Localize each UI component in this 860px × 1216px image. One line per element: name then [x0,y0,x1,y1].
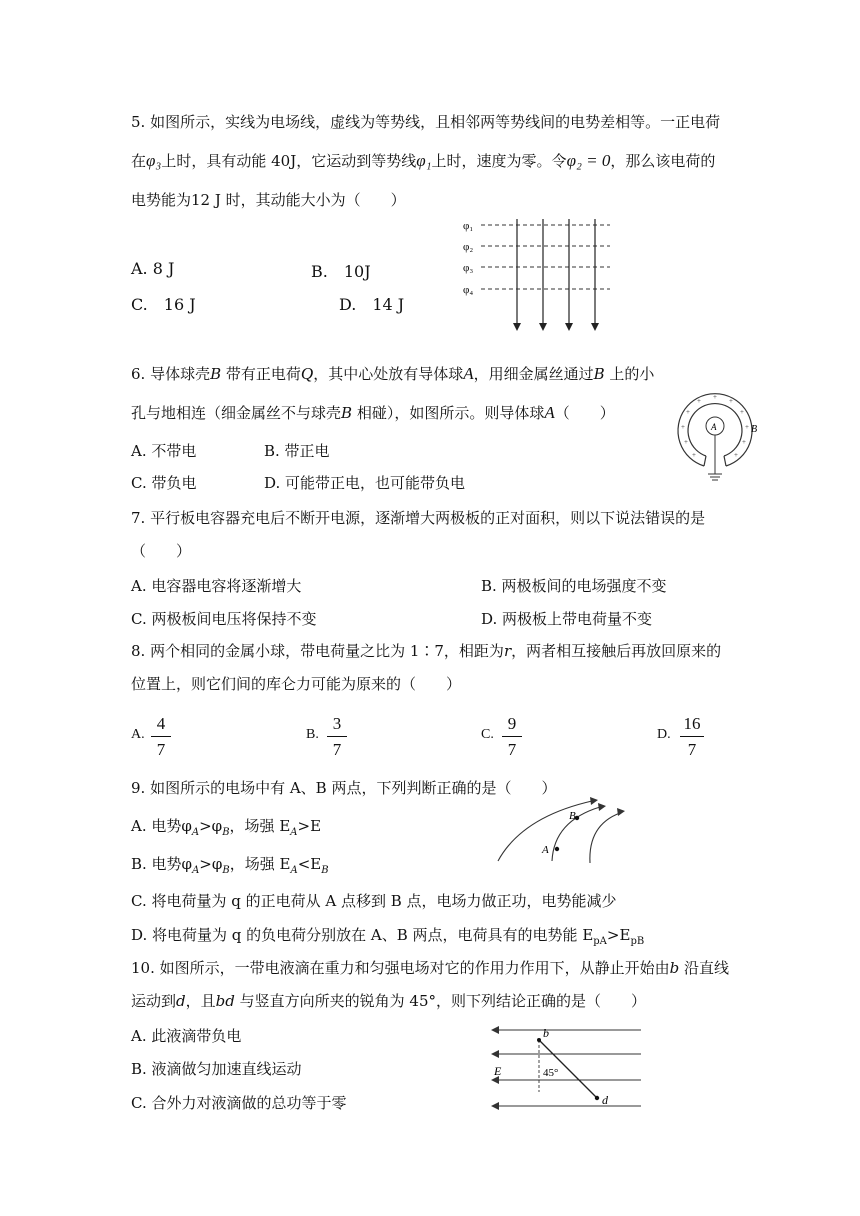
q6-stem-line1: 6. 导体球壳B 带有正电荷Q，其中心处放有导体球A，用细金属丝通过B 上的小 [131,364,655,383]
q6-option-c: C. 带负电 [131,474,197,492]
q10-stem-line2: 运动到d，且bd 与竖直方向所夹的锐角为 45°，则下列结论正确的是（ ） [131,992,646,1010]
q8-option-c-label: C. [481,727,494,742]
svg-text:+: + [686,408,690,416]
denominator: 7 [332,740,342,759]
q9-stem: 9. 如图所示的电场中有 A、B 两点，下列判断正确的是（ ） [131,779,557,797]
q8-option-c-fraction [502,714,522,760]
q9-option-c: C. 将电荷量为 q 的正电荷从 A 点移到 B 点，电场力做正功，电势能减少 [131,892,617,910]
q6-shell-diagram [666,382,766,482]
q7-stem-line2: （ ） [131,542,192,560]
phi2-label: φ₂ [463,241,474,253]
denominator: 7 [507,740,517,759]
q7-option-a: A. 电容器电容将逐渐增大 [131,577,302,595]
svg-text:+: + [734,451,738,459]
q8-option-b-label: B. [306,727,319,742]
phi3-label: φ₃ [463,262,474,274]
q9-option-d: D. 将电荷量为 q 的负电荷分别放在 A、B 两点，电荷具有的电势能 $E_{pA}>E_{pB}$ [131,926,645,947]
q10-option-c: C. 合外力对液滴做的总功等于零 [131,1094,347,1112]
svg-text:+: + [681,423,685,431]
numerator: 9 [507,714,517,733]
q5-option-b: B. 10J [311,262,371,281]
sphere-a-label: A [711,422,717,432]
angle-label: 45° [543,1067,559,1079]
q5-option-c: C. 16 J [131,295,196,314]
q6-option-a: A. 不带电 [131,442,197,460]
q8-option-b-fraction [327,714,347,760]
svg-text:+: + [742,438,746,446]
q10-option-a: A. 此液滴带负电 [131,1027,242,1045]
q5-stem-line3: 电势能为12 J 时，其动能大小为（ ） [131,191,406,209]
q10-option-b: B. 液滴做匀加速直线运动 [131,1060,302,1078]
numerator: 16 [683,714,701,733]
svg-text:+: + [692,451,696,459]
q8-option-a-label: A. [131,727,145,742]
q10-stem-line1: 10. 如图所示，一带电液滴在重力和匀强电场对它的作用力作用下，从静止开始由b 沿直线 [131,959,730,977]
q7-stem-line1: 7. 平行板电容器充电后不断开电源，逐渐增大两极板的正对面积，则以下说法错误的是 [131,509,706,527]
q5-stem-line1: 5. 如图所示，实线为电场线，虚线为等势线，且相邻两等势线间的电势差相等。一正电荷 [131,113,721,131]
svg-text:+: + [745,423,749,431]
q7-option-d: D. 两极板上带电荷量不变 [481,610,653,628]
svg-text:+: + [697,397,701,405]
numerator: 3 [332,714,342,733]
q7-option-c: C. 两极板间电压将保持不变 [131,610,317,628]
q8-option-a-fraction [151,714,171,760]
numerator: 4 [156,714,166,733]
denominator: 7 [687,740,697,759]
svg-text:+: + [684,438,688,446]
q10-field-diagram [485,1020,647,1116]
q6-stem-line2: 孔与地相连（细金属丝不与球壳B 相碰），如图所示。则导体球A（ ） [131,403,615,422]
point-b-label: B [569,810,576,822]
q5-stem-line2: 在φ₃上时，具有动能 40J，它运动到等势线φ₁上时，速度为零。令φ₂ = 0，那么该电荷的 [131,151,716,170]
q7-option-b: B. 两极板间的电场强度不变 [481,577,667,595]
q5-option-d: D. 14 J [339,295,405,314]
q9-option-a: A. 电势$\varphi_A>\varphi_B$，场强 $E_A>E$ [131,817,322,838]
q5-option-a: A. 8 J [131,259,175,278]
denominator: 7 [156,740,166,759]
q8-stem-line2: 位置上，则它们间的库仑力可能为原来的（ ） [131,675,462,693]
q8-option-d-fraction [680,714,704,760]
field-e-label: E [494,1064,502,1078]
q8-option-d-label: D. [657,727,671,742]
q6-option-b: B. 带正电 [264,442,330,460]
q9-option-b: B. 电势$\varphi_A>\varphi_B$，场强 $E_A<E_B$ [131,855,329,876]
point-b-label: b [543,1026,549,1040]
phi1-label: φ₁ [463,220,474,232]
svg-text:+: + [729,397,733,405]
q6-option-d: D. 可能带正电，也可能带负电 [264,474,466,492]
point-d-label: d [602,1093,608,1107]
shell-b-label: B [751,424,758,435]
q8-stem-line1: 8. 两个相同的金属小球，带电荷量之比为 1∶7，相距为r，两者相互接触后再放回原来的 [131,642,722,660]
phi4-label: φ₄ [463,284,474,296]
q9-field-diagram [492,795,627,865]
svg-text:+: + [740,408,744,416]
q5-field-diagram [455,215,620,335]
point-a-label: A [542,844,549,856]
svg-text:+: + [713,393,717,401]
